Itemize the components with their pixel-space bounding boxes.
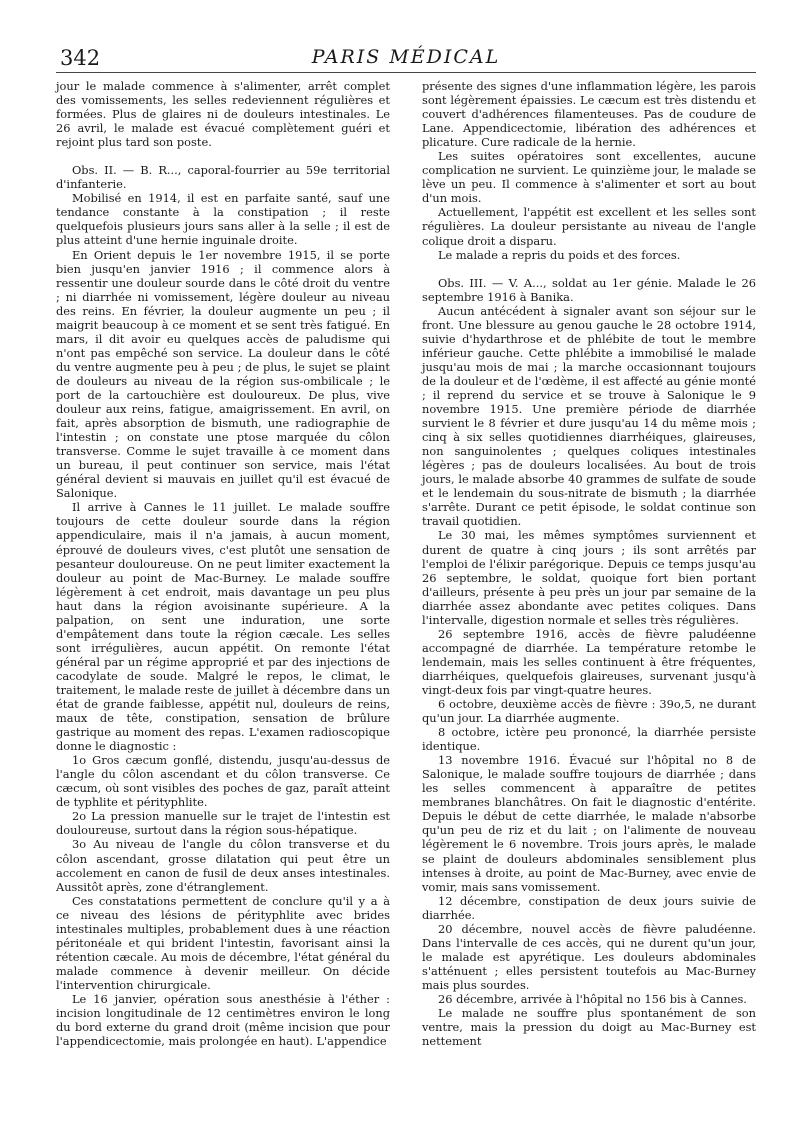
paragraph: Le 30 mai, les mêmes symptômes surviennent et durent de quatre à cinq jours ; ils sont arrêtés par l'emploi de l'élixir parégorique. Depuis ce temps jusqu'au 26 septembre, le soldat, quoique fort bien portant d'ailleurs, présente à peu près un jour par semaine de la diarrhée assez abondante avec petites coliques. Dans l'intervalle, digestion normale et selles très régulières. xyxy=(422,528,756,627)
paragraph: 12 décembre, constipation de deux jours suivie de diarrhée. xyxy=(422,893,756,922)
paragraph: présente des signes d'une inflammation légère, les parois sont légèrement épaissies. Le cæcum est très distendu et couvert d'adhérences filamenteuses. Pas de coudure de Lane. Appendicectomie, libération des adhérences et plicature. Cure radicale de la hernie. xyxy=(422,79,756,150)
list-item: 1o Gros cæcum gonflé, distendu, jusqu'au-dessus de l'angle du côlon ascendant et du côlon transverse. Ce cæcum, où sont visibles des poches de gaz, paraît atteint de typhlite et pérityphlite. xyxy=(56,753,390,810)
left-column xyxy=(56,79,390,1048)
paragraph: Aucun antécédent à signaler avant son séjour sur le front. Une blessure au genou gauche le 28 octobre 1914, suivie d'hydarthrose et de phlébite de tout le membre inférieur gauche. Cette phlébite a immobilisé le malade jusqu'au mois de mai ; la marche occasionnant toujours de la douleur et de l'œdème, il est affecté au génie monté ; il reprend du service et se trouve à Salonique le 9 novembre 1915. Une première période de diarrhée survient le 8 février et dure jusqu'au 14 du même mois ; cinq à six selles quotidiennes diarrhéiques, glaireuses, non sanguinolentes ; quelques coliques intestinales légères ; pas de douleurs localisées. Au bout de trois jours, le malade absorbe 40 grammes de sulfate de soude et le lendemain du sous-nitrate de bismuth ; la diarrhée s'arrête. Durant ce petit épisode, le soldat continue son travail quotidien. xyxy=(422,303,756,529)
paragraph: Les suites opératoires sont excellentes, aucune complication ne survient. Le quinzième jour, le malade se lève un peu. Il commence à s'alimenter et sort au bout d'un mois. xyxy=(422,149,756,206)
paragraph: jour le malade commence à s'alimenter, arrêt complet des vomissements, les selles redeviennent régulières et formées. Plus de glaires ni de douleurs intestinales. Le 26 avril, le malade est évacué complètement guéri et rejoint plus tard son poste. xyxy=(56,79,390,150)
paragraph: En Orient depuis le 1er novembre 1915, il se porte bien jusqu'en janvier 1916 ; il commence alors à ressentir une douleur sourde dans le côté droit du ventre ; ni diarrhée ni vomissement, légère douleur au niveau des reins. En février, la douleur augmente un peu ; il maigrit beaucoup à ce moment et se sent très fatigué. En mars, il dit avoir eu quelques accès de paludisme qui n'ont pas empêché son service. La douleur dans le côté du ventre augmente peu à peu ; de plus, le sujet se plaint de douleurs au niveau de la région sus-ombilicale ; le port de la cartouchière est douloureux. De plus, vive douleur aux reins, fatigue, amaigrissement. En avril, on fait, après absorption de bismuth, une radiographie de l'intestin ; on constate une ptose marquée du côlon transverse. Comme le sujet travaille à ce moment dans un bureau, il peut continuer son service, mais l'état général devient si mauvais en juillet qu'il est évacué de Salonique. xyxy=(56,247,390,501)
paragraph: Actuellement, l'appétit est excellent et les selles sont régulières. La douleur persistante au niveau de l'angle colique droit a disparu. xyxy=(422,205,756,248)
paragraph: Le malade a repris du poids et des forces. xyxy=(437,247,681,262)
right-column xyxy=(422,79,756,1048)
observation-heading: Obs. II. — B. R..., caporal-fourrier au 59e territorial d'infanterie. xyxy=(56,163,390,192)
list-item: 3o Au niveau de l'angle du côlon transverse et du côlon ascendant, grosse dilatation qui peut être un accolement en canon de fusil de deux anses intestinales. Aussitôt après, zone d'étranglement. xyxy=(56,837,390,894)
text-columns xyxy=(56,79,756,1048)
paragraph: Mobilisé en 1914, il est en parfaite santé, sauf une tendance constante à la constipation ; il reste quelquefois plusieurs jours sans aller à la selle ; il est de plus atteint d'une hernie inguinale droite. xyxy=(56,191,390,248)
paragraph: 8 octobre, ictère peu prononcé, la diarrhée persiste identique. xyxy=(422,725,756,754)
paragraph: Le 16 janvier, opération sous anesthésie à l'éther : incision longitudinale de 12 centimètres environ le long du bord externe du grand droit (même incision que pour l'appendicectomie, mais prolongée en haut). L'appendice xyxy=(56,992,390,1049)
page-header xyxy=(56,48,756,73)
running-title: PARIS MÉDICAL xyxy=(311,46,501,68)
paragraph: 26 septembre 1916, accès de fièvre paludéenne accompagné de diarrhée. La température retombe le lendemain, mais les selles continuent à être fréquentes, diarrhéiques, quelquefois glaireuses, survenant jusqu'à vingt-deux fois par vingt-quatre heures. xyxy=(422,626,756,697)
paragraph: Le malade ne souffre plus spontanément de son ventre, mais la pression du doigt au Mac-Burney est nettement xyxy=(422,1006,756,1049)
observation-heading: Obs. III. — V. A..., soldat au 1er génie. Malade le 26 septembre 1916 à Banika. xyxy=(422,275,756,304)
list-item: 2o La pression manuelle sur le trajet de l'intestin est douloureuse, surtout dans la région sous-hépatique. xyxy=(56,809,390,838)
paragraph: 6 octobre, deuxième accès de fièvre : 39o,5, ne durant qu'un jour. La diarrhée augmente. xyxy=(422,697,756,726)
paragraph: Ces constatations permettent de conclure qu'il y a à ce niveau des lésions de pérityphlite avec brides intestinales multiples, probablement dues à une réaction péritonéale et qui brident l'intestin, favorisant ainsi la rétention cæcale. Au mois de décembre, l'état général du malade commence à devenir meilleur. On décide l'intervention chirurgicale. xyxy=(56,893,390,992)
paragraph: 26 décembre, arrivée à l'hôpital no 156 bis à Cannes. xyxy=(437,992,747,1006)
paragraph: Il arrive à Cannes le 11 juillet. Le malade souffre toujours de cette douleur sourde dans la région appendiculaire, mais il n'a jamais, à aucun moment, éprouvé de douleurs vives, c'est plutôt une sensation de pesanteur douloureuse. On ne peut limiter exactement la douleur au point de Mac-Burney. Le malade souffre légèrement à cet endroit, mais davantage un peu plus haut dans la région avoisinante supérieure. A la palpation, on sent une induration, une sorte d'empâtement dans toute la région cæcale. Les selles sont irrégulières, aucun appétit. On remonte l'état général par un régime approprié et par des injections de cacodylate de soude. Malgré le repos, le climat, le traitement, le malade reste de juillet à décembre dans un état de grande faiblesse, appétit nul, douleurs de reins, maux de tête, constipation, sensation de brûlure gastrique au moment des repas. L'examen radioscopique donne le diagnostic : xyxy=(56,500,390,754)
paragraph: 20 décembre, nouvel accès de fièvre paludéenne. Dans l'intervalle de ces accès, qui ne durent qu'un jour, le malade est apyrétique. Les douleurs abdominales s'atténuent ; elles persistent toutefois au Mac-Burney mais plus sourdes. xyxy=(422,921,756,992)
page-number: 342 xyxy=(60,46,101,70)
paragraph: 13 novembre 1916. Évacué sur l'hôpital no 8 de Salonique, le malade souffre toujours de diarrhée ; dans les selles commencent à apparaître de petites membranes blanchâtres. On fait le diagnostic d'entérite. Depuis le début de cette diarrhée, le malade n'absorbe qu'un peu de riz et du lait ; on l'alimente de nouveau légèrement le 6 novembre. Trois jours après, le malade se plaint de douleurs abdominales sensiblement plus intenses à droite, au point de Mac-Burney, avec envie de vomir, mais sans vomissement. xyxy=(422,753,756,894)
